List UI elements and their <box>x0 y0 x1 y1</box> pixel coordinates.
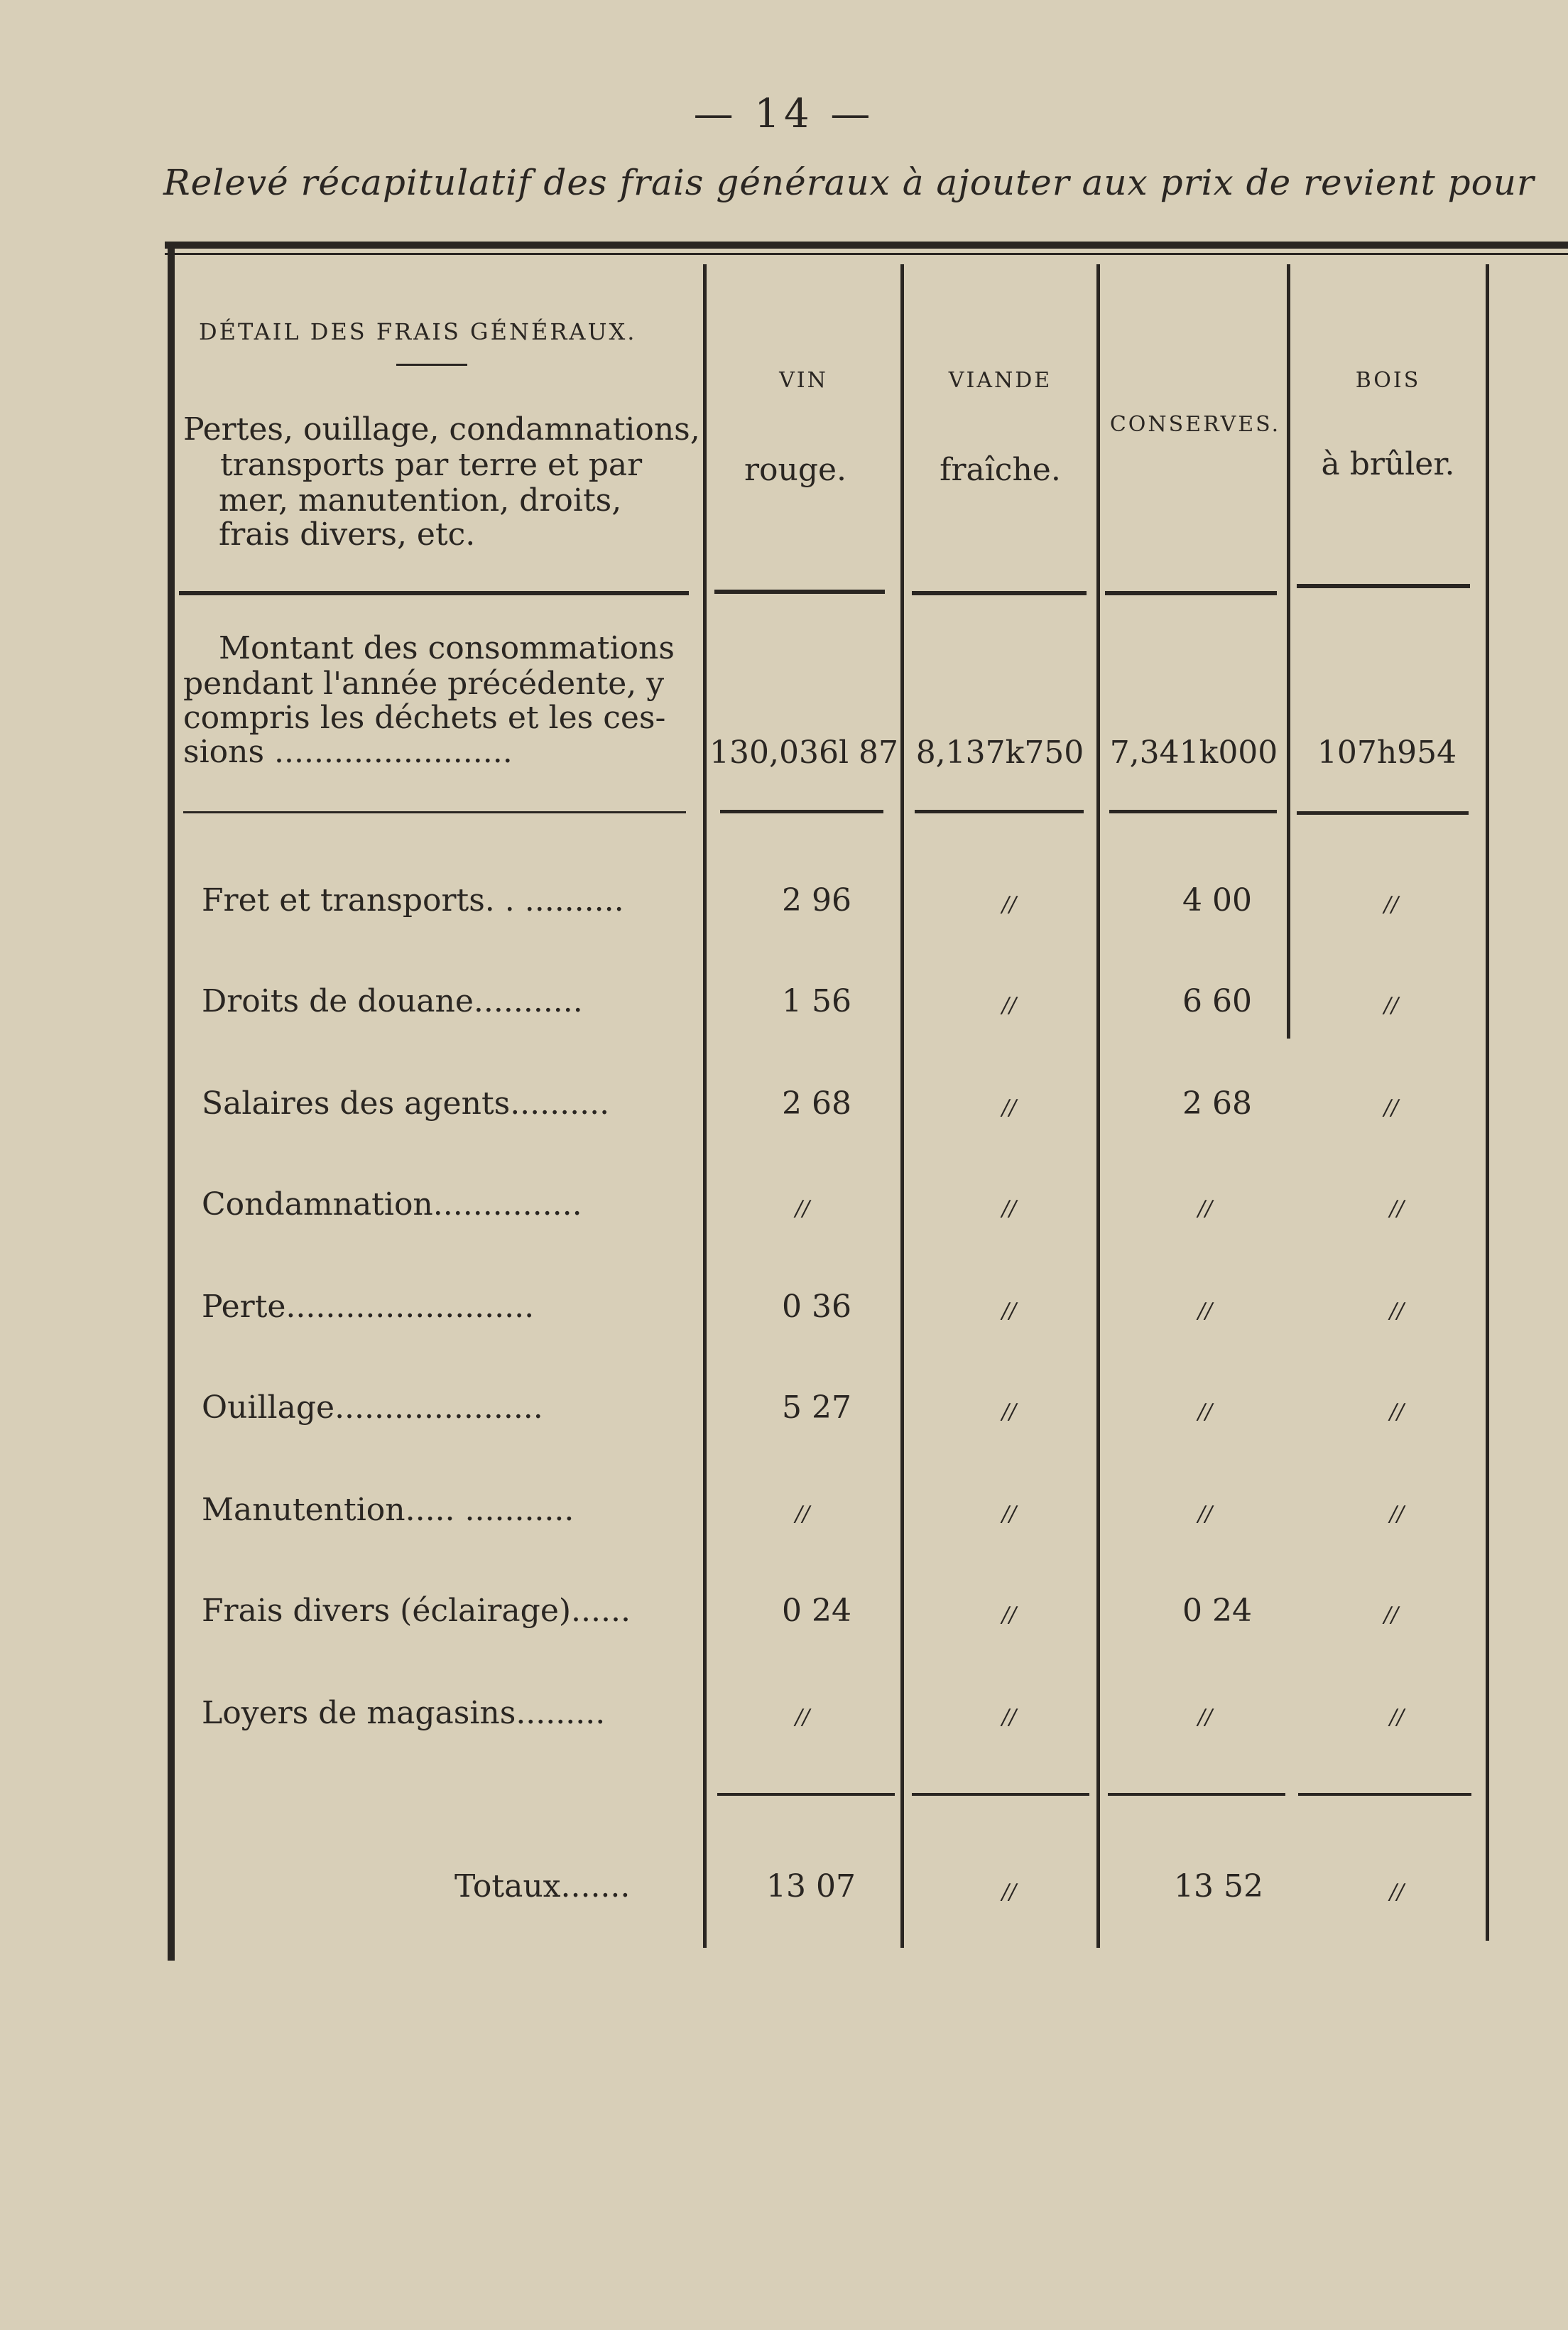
totals-label: Totaux....... <box>454 1868 631 1904</box>
row-label-manutention: Manutention..... ........... <box>202 1492 575 1528</box>
totals-bois: // <box>1389 1880 1405 1904</box>
row-frais-divers-viande: // <box>1001 1603 1017 1627</box>
consumption-rule-viande <box>915 810 1084 813</box>
row-loyers-vin: // <box>795 1705 810 1730</box>
row-label-condamnation: Condamnation............... <box>202 1186 582 1223</box>
row-fret-vin: 2 96 <box>782 882 851 919</box>
left-border <box>168 249 175 1961</box>
consumption-rule-vin <box>720 810 883 813</box>
detail-line-1: Pertes, ouillage, condamnations, <box>183 411 700 448</box>
col-subheader-bois: à brûler. <box>1321 446 1455 482</box>
totals-conserves: 13 52 <box>1174 1868 1263 1904</box>
consumption-rule-detail <box>183 811 686 813</box>
consumption-conserves: 7,341k000 <box>1109 735 1278 771</box>
row-perte-bois: // <box>1389 1299 1405 1323</box>
row-perte-conserves: // <box>1197 1299 1213 1323</box>
detail-line-4: frais divers, etc. <box>219 516 476 553</box>
consumption-rule-conserves <box>1109 810 1277 813</box>
row-ouillage-vin: 5 27 <box>782 1389 851 1426</box>
row-fret-viande: // <box>1001 892 1017 917</box>
row-ouillage-bois: // <box>1389 1399 1405 1424</box>
detail-line-3: mer, manutention, droits, <box>219 482 622 519</box>
row-label-fret: Fret et transports. . .......... <box>202 882 624 919</box>
col-sep-1 <box>703 264 707 1948</box>
header-rule-detail <box>179 591 689 595</box>
consumption-label-3: compris les déchets et les ces- <box>183 700 666 736</box>
consumption-label-4: sions ........................ <box>183 735 513 770</box>
totals-viande: // <box>1001 1880 1017 1904</box>
row-manutention-bois: // <box>1389 1502 1405 1527</box>
header-rule-conserves <box>1105 591 1277 595</box>
row-droits-bois: // <box>1383 993 1399 1018</box>
col-sep-5 <box>1486 264 1489 1941</box>
row-condamnation-conserves: // <box>1197 1196 1213 1221</box>
row-fret-bois: // <box>1383 892 1399 917</box>
row-fret-conserves: 4 00 <box>1182 882 1252 919</box>
row-droits-viande: // <box>1001 993 1017 1018</box>
header-rule-bois <box>1297 584 1470 588</box>
top-rule <box>165 242 1568 249</box>
consumption-bois: 107h954 <box>1317 735 1457 771</box>
row-label-loyers: Loyers de magasins......... <box>202 1695 606 1731</box>
row-manutention-conserves: // <box>1197 1502 1213 1527</box>
row-frais-divers-bois: // <box>1383 1603 1399 1627</box>
header-rule-viande <box>912 591 1087 595</box>
totals-rule-conserves <box>1108 1793 1285 1796</box>
row-salaires-vin: 2 68 <box>782 1085 851 1122</box>
col-header-conserves: CONSERVES. <box>1109 412 1281 437</box>
consumption-viande: 8,137k750 <box>915 735 1084 771</box>
row-label-salaires: Salaires des agents.......... <box>202 1085 610 1122</box>
totals-vin: 13 07 <box>766 1868 856 1904</box>
row-ouillage-viande: // <box>1001 1399 1017 1424</box>
row-condamnation-vin: // <box>795 1196 810 1221</box>
totals-rule-vin <box>717 1793 895 1796</box>
col-header-viande: VIANDE <box>948 368 1052 393</box>
row-salaires-conserves: 2 68 <box>1182 1085 1252 1122</box>
row-droits-conserves: 6 60 <box>1182 983 1252 1019</box>
row-condamnation-viande: // <box>1001 1196 1017 1221</box>
col-header-bois: BOIS <box>1355 368 1421 393</box>
row-salaires-viande: // <box>1001 1095 1017 1120</box>
row-ouillage-conserves: // <box>1197 1399 1213 1424</box>
totals-rule-bois <box>1298 1793 1471 1796</box>
row-salaires-bois: // <box>1383 1095 1399 1120</box>
row-manutention-vin: // <box>795 1502 810 1527</box>
consumption-label-2: pendant l'année précédente, y <box>183 666 665 702</box>
row-condamnation-bois: // <box>1389 1196 1405 1221</box>
row-label-ouillage: Ouillage..................... <box>202 1389 543 1426</box>
totals-rule-viande <box>912 1793 1089 1796</box>
detail-line-2: transports par terre et par <box>220 447 643 483</box>
row-loyers-conserves: // <box>1197 1705 1213 1730</box>
row-perte-viande: // <box>1001 1299 1017 1323</box>
row-loyers-viande: // <box>1001 1705 1017 1730</box>
detail-header-dash <box>396 364 467 366</box>
row-loyers-bois: // <box>1389 1705 1405 1730</box>
header-rule-vin <box>714 590 885 594</box>
top-rule-thin <box>165 253 1568 255</box>
page-number: — 14 — <box>693 91 875 137</box>
row-frais-divers-conserves: 0 24 <box>1182 1593 1252 1629</box>
col-header-vin: VIN <box>779 368 828 393</box>
row-perte-vin: 0 36 <box>782 1289 851 1325</box>
col-subheader-viande: fraîche. <box>940 452 1061 488</box>
consumption-label-1: Montant des consommations <box>219 630 675 666</box>
row-frais-divers-vin: 0 24 <box>782 1593 851 1629</box>
col-subheader-vin: rouge. <box>744 452 847 488</box>
consumption-vin: 130,036l 87 <box>709 735 898 771</box>
page-title: Relevé récapitulatif des frais généraux à ajouter aux prix de revient pour <box>163 162 1535 203</box>
consumption-rule-bois <box>1297 811 1469 815</box>
row-label-perte: Perte......................... <box>202 1289 535 1325</box>
row-manutention-viande: // <box>1001 1502 1017 1527</box>
row-droits-vin: 1 56 <box>782 983 851 1019</box>
row-label-frais-divers: Frais divers (éclairage)...... <box>202 1593 631 1629</box>
row-label-droits: Droits de douane........... <box>202 983 583 1019</box>
detail-header-title: DÉTAIL DES FRAIS GÉNÉRAUX. <box>199 318 637 345</box>
